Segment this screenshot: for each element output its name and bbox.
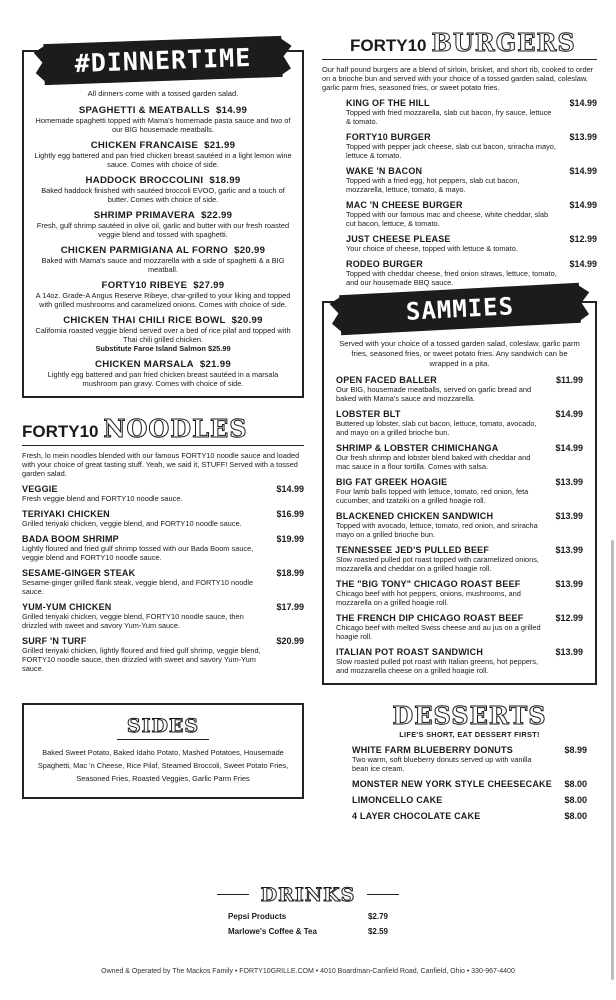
menu-item-name: BADA BOOM SHRIMP [22,534,119,544]
drink-name: Marlowe's Coffee & Tea [228,926,317,936]
menu-item-name: SURF 'N TURF [22,636,87,646]
menu-item-desc: Your choice of cheese, topped with lettuce & tomato. [346,244,518,253]
menu-item-name: OPEN FACED BALLER [336,375,437,385]
menu-item [336,579,583,607]
desserts-list [352,745,587,821]
menu-item [22,484,304,503]
menu-item-name: THE FRENCH DIP CHICAGO ROAST BEEF [336,613,524,623]
drinks-rule-right [367,894,399,895]
menu-item-row [346,200,597,210]
menu-item [34,359,292,388]
menu-item-price: $12.99 [555,613,583,623]
drinks-section [0,882,616,936]
left-column [22,38,304,799]
menu-item-desc: Lightly floured and fried gulf shrimp tossed with our Bada Boom sauce, veggie blend and FORTY10 noodle sauce. [22,544,254,562]
drinks-rule-left [217,894,249,895]
menu-item-price: $14.99 [569,98,597,108]
footer: Owned & Operated by The Mackos Family • FORTY10GRILLE.COM • 4010 Boardman-Canfield Road, Canfield, Ohio • 330-967-4400 [101,968,515,975]
menu-item [336,613,583,641]
drink-price: $2.59 [367,926,388,936]
menu-item [336,443,583,471]
menu-item [22,636,304,673]
menu-item-desc: Chicago beef with melted Swiss cheese and au jus on a grilled hoagie roll. [336,623,541,641]
menu-item-row [22,484,304,494]
dinner-note: All dinners come with a tossed garden salad. [87,89,239,98]
menu-item-desc: Topped with our famous mac and cheese, white cheddar, slab cut bacon, lettuce, & tomato. [346,210,549,228]
noodles-heading [22,416,304,442]
menu-item-desc: Topped with a fried egg, hot peppers, slab cut bacon, mozzarella, lettuce, tomato, & mayo. [346,176,520,194]
menu-item-name: BLACKENED CHICKEN SANDWICH [336,511,494,521]
right-column [322,30,597,821]
menu-item [352,795,587,805]
menu-item-name: VEGGIE [22,484,58,494]
menu-item-name: WAKE 'N BACON [346,166,423,176]
noodles-intro: Fresh, lo mein noodles blended with our famous FORTY10 noodle sauce and loaded with your choice of great tasting stuff. Yeah, we said it, STUFF! Served with a tossed garden salad. [22,451,300,478]
menu-item-row [346,166,597,176]
menu-item [336,409,583,437]
menu-item-name: SHRIMP & LOBSTER CHIMICHANGA [336,443,499,453]
menu-item-name: KING OF THE HILL [346,98,430,108]
menu-item-name: LIMONCELLO CAKE [352,795,443,805]
menu-item-desc: Four lamb balls topped with lettuce, tomato, red onion, feta cucumber, and tzatziki on a grilled hoagie roll. [336,487,529,505]
menu-item-desc: Our fresh shrimp and lobster blend baked with cheddar and mac sauce in a flour tortilla. Comes with salsa. [336,453,531,471]
menu-item-name: RODEO BURGER [346,259,423,269]
menu-item-row [336,511,583,521]
desserts-title: DESSERTS [392,701,547,730]
menu-item-name: ITALIAN POT ROAST SANDWICH [336,647,484,657]
menu-item-price: $13.99 [555,647,583,657]
burgers-heading-lead: FORTY10 [350,36,427,55]
burgers-intro: Our half pound burgers are a blend of sirloin, brisket, and short rib, cooked to order on a brioche bun and served with your choice of a tossed garden salad, coleslaw, garlic parm fries, seasoned fries, or sweet potato fries. [322,65,594,92]
menu-item-desc: Our BIG, housemade meatballs, served on garlic bread and baked with Mama's sauce and mozzarella. [336,385,532,403]
menu-item-row [22,509,304,519]
menu-item-price: $14.99 [569,166,597,176]
menu-item-price: $8.99 [564,745,587,755]
menu-item [336,477,583,505]
menu-item-row [22,534,304,544]
menu-item-title [34,359,292,370]
menu-item-title [34,140,292,151]
desserts-section [322,701,597,821]
menu-item-desc: Sesame-ginger grilled flank steak, veggie blend, and FORTY10 noodle sauce. [22,578,254,596]
menu-item-price: $14.99 [216,105,248,116]
menu-item [34,245,292,274]
menu-item [22,509,304,528]
menu-item-title [34,105,292,116]
menu-item-name: BIG FAT GREEK HOAGIE [336,477,448,487]
menu-item-price: $18.99 [209,175,241,186]
menu-item-name: MAC 'N CHEESE BURGER [346,200,463,210]
drink-name: Pepsi Products [228,911,287,921]
menu-item-desc: Slow roasted pulled pot roast topped with caramelized onions, mozzarella and cheddar on a grilled hoagie roll. [336,555,539,573]
menu-item-desc: Homemade spaghetti topped with Mama's homemade pasta sauce and two of our BIG housemade meatballs. [35,116,291,134]
menu-item [322,166,597,194]
menu-item-desc: Baked with Mama's sauce and mozzarella with a side of spaghetti & a BIG meatball. [41,256,285,274]
menu-item-row [336,375,583,385]
menu-item-price: $21.99 [199,359,231,370]
noodles-heading-lead: FORTY10 [22,422,99,441]
menu-item [22,568,304,596]
drink-item [228,912,388,921]
menu-item-name: YUM-YUM CHICKEN [22,602,112,612]
menu-item-title [34,175,292,186]
menu-item-name: CHICKEN FRANCAISE [90,140,199,151]
menu-item [34,210,292,239]
menu-item-price: $14.99 [555,409,583,419]
menu-item-price: $12.99 [569,234,597,244]
menu-item-price: $13.99 [555,511,583,521]
drink-price: $2.79 [367,911,388,921]
menu-item-name: FORTY10 RIBEYE [101,280,188,291]
menu-item [34,175,292,204]
burgers-section [322,30,597,287]
menu-item-title [34,210,292,221]
menu-item [336,375,583,403]
menu-item-price: $13.99 [555,477,583,487]
menu-item [22,534,304,562]
burgers-heading [322,30,597,56]
menu-item [34,280,292,309]
burgers-heading-title: BURGERS [431,28,576,57]
menu-item-price: $14.99 [555,443,583,453]
menu-item-name: FORTY10 BURGER [346,132,431,142]
menu-item [322,259,597,287]
dinner-list [34,105,292,388]
menu-item-row [346,234,597,244]
menu-item-desc: A 14oz. Grade-A Angus Reserve Ribeye, char-grilled to your liking and topped with grilled mushrooms and caramelized onions. Comes with choice of side. [35,291,291,309]
menu-item [336,511,583,539]
drink-item [228,927,388,936]
menu-item-name: 4 LAYER CHOCOLATE CAKE [352,811,481,821]
menu-item-desc: Grilled teriyaki chicken, veggie blend, FORTY10 noodle sauce, then drizzled with sweet and savory Yum-Yum sauce. [22,612,244,630]
drinks-heading [217,884,400,906]
menu-item [352,811,587,821]
drinks-title: DRINKS [260,883,356,906]
menu-item-name: HADDOCK BROCCOLINI [85,175,204,186]
menu-item-name: CHICKEN MARSALA [95,359,194,370]
menu-item [322,98,597,126]
menu-item-desc: Topped with avocado, lettuce, tomato, red onion, and sriracha mayo on a grilled brioche bun. [336,521,538,539]
menu-item-price: $18.99 [276,568,304,578]
menu-item-row [346,132,597,142]
menu-item [22,602,304,630]
menu-item-row [336,579,583,589]
menu-item-name: MONSTER NEW YORK STYLE CHEESECAKE [352,779,552,789]
menu-item-row [336,477,583,487]
menu-item-row [336,443,583,453]
menu-item [322,132,597,160]
menu-item-name: SHRIMP PRIMAVERA [93,210,196,221]
menu-item-title [34,280,292,291]
noodles-list [22,484,304,673]
noodles-divider [22,445,304,446]
sammies-banner: SAMMIES [339,283,581,336]
menu-item-price: $14.99 [569,259,597,269]
menu-item-name: SPAGHETTI & MEATBALLS [78,105,211,116]
sammies-intro: Served with your choice of a tossed garden salad, coleslaw, garlic parm fries, seasoned fries, or sweet potato fries. Any sandwich can be wrapped in a pita. [339,339,580,368]
menu-item-title [34,245,292,256]
menu-item-desc: Chicago beef with hot peppers, onions, mushrooms, and mozzarella on a grilled hoagie roll. [336,589,521,607]
menu-item-desc: Two warm, soft blueberry donuts served up with vanilla bean ice cream. [352,755,532,773]
menu-item [352,779,587,789]
menu-item [352,745,587,773]
menu-item-price: $14.99 [276,484,304,494]
menu-item-name: JUST CHEESE PLEASE [346,234,451,244]
menu-item-row [22,636,304,646]
scrollbar[interactable] [611,540,614,980]
menu-item-desc: Topped with fried mozzarella, slab cut bacon, fry sauce, lettuce & tomato. [346,108,552,126]
menu-item-price: $19.99 [276,534,304,544]
desserts-subtitle: LIFE'S SHORT, EAT DESSERT FIRST! [399,730,540,739]
menu-item [336,647,583,675]
menu-item-row [336,647,583,657]
burgers-list [322,98,597,287]
menu-item-desc: Grilled teriyaki chicken, veggie blend, and FORTY10 noodle sauce. [22,519,242,528]
menu-item-row [336,409,583,419]
menu-item-row [336,545,583,555]
menu-item [34,105,292,134]
menu-item-price: $8.00 [564,795,587,805]
menu-item-price: $20.99 [234,245,266,256]
sides-title: SIDES [117,715,209,740]
menu-item-name: THE "BIG TONY" CHICAGO ROAST BEEF [336,579,521,589]
menu-item-price: $13.99 [555,545,583,555]
menu-item-desc: Grilled teriyaki chicken, lightly floured and fried gulf shrimp, veggie blend, FORTY10 noodle sauce, then drizzled with sweet and savory Yum-Yum sauce. [22,646,261,673]
menu-item-name: TERIYAKI CHICKEN [22,509,110,519]
menu-item-price: $27.99 [193,280,225,291]
menu-item [322,200,597,228]
sides-section [22,703,304,799]
menu-item-row [352,811,587,821]
menu-item-row [22,568,304,578]
dinner-banner: #DINNERTIME [43,36,282,85]
menu-item-name: CHICKEN PARMIGIANA AL FORNO [60,245,229,256]
menu-item-price: $13.99 [569,132,597,142]
menu-item-title [34,315,292,326]
menu-item [336,545,583,573]
noodles-heading-title: NOODLES [103,414,248,443]
menu-item [322,234,597,253]
menu-item-name: LOBSTER BLT [336,409,401,419]
menu-item-extra: Substitute Faroe Island Salmon $25.99 [95,344,231,353]
menu-item [34,140,292,169]
menu-item-desc: Lightly egg battered and pan fried chicken breast sautéed in a light lemon wine sauce. Comes with choice of side. [34,151,292,169]
drinks-list [0,912,616,936]
menu-item-name: TENNESSEE JED'S PULLED BEEF [336,545,490,555]
menu-item-desc: Topped with pepper jack cheese, slab cut bacon, sriracha mayo, lettuce & tomato. [346,142,556,160]
menu-item-price: $11.99 [555,375,583,385]
menu-item-price: $20.99 [276,636,304,646]
menu-item-row [22,602,304,612]
menu-item [34,315,292,353]
burgers-divider [322,59,597,60]
menu-item-row [352,779,587,789]
menu-item-name: WHITE FARM BLUEBERRY DONUTS [352,745,513,755]
menu-item-name: SESAME-GINGER STEAK [22,568,136,578]
menu-item-price: $17.99 [276,602,304,612]
menu-item-price: $8.00 [564,779,587,789]
menu-item-price: $16.99 [276,509,304,519]
menu-item-price: $22.99 [201,210,233,221]
menu-item-price: $14.99 [569,200,597,210]
sides-text: Baked Sweet Potato, Baked Idaho Potato, Mashed Potatoes, Housemade Spaghetti, Mac 'n Cheese, Rice Pilaf, Steamed Broccoli, Sweet Potato Fries, Seasoned Fries, Roasted Veggies, Garlic Parm Fries [37,748,289,783]
sammies-list [336,375,583,675]
menu-item-desc: Lightly egg battered and pan fried chicken breast sautéed in a marsala mushroom pan gravy. Comes with choice of side. [47,370,279,388]
menu-item-row [346,259,597,269]
menu-item-desc: Slow roasted pulled pot roast with Italian greens, hot peppers, and mozzarella cheese on a grilled hoagie roll. [336,657,539,675]
menu-item-desc: Buttered up lobster, slab cut bacon, lettuce, tomato, avocado, and mayo on a grilled brioche bun. [336,419,537,437]
menu-item-name: CHICKEN THAI CHILI RICE BOWL [63,315,226,326]
menu-item-desc: Fresh, gulf shrimp sautéed in olive oil, garlic and butter with our fresh roasted veggie blend and tossed with spaghetti. [36,221,290,239]
menu-item-desc: Fresh veggie blend and FORTY10 noodle sauce. [22,494,183,503]
menu-item-desc: Baked haddock finished with sautéed broccoli EVOO, garlic and a touch of butter. Comes with choice of side. [41,186,285,204]
menu-item-price: $20.99 [231,315,263,326]
sammies-section [322,292,597,685]
menu-item-row [346,98,597,108]
menu-item-row [352,745,587,755]
noodles-section [22,416,304,673]
menu-item-price: $13.99 [555,579,583,589]
menu-item-row [336,613,583,623]
menu-item-price: $21.99 [204,140,236,151]
dinner-section [22,42,304,398]
menu-item-desc: California roasted veggie blend served over a bed of rice pilaf and topped with Thai chili grilled chicken. [35,326,291,344]
menu-item-row [352,795,587,805]
menu-item-price: $8.00 [564,811,587,821]
menu-item-desc: Topped with cheddar cheese, fried onion straws, lettuce, tomato, and our housemade BBQ sauce. [346,269,557,287]
